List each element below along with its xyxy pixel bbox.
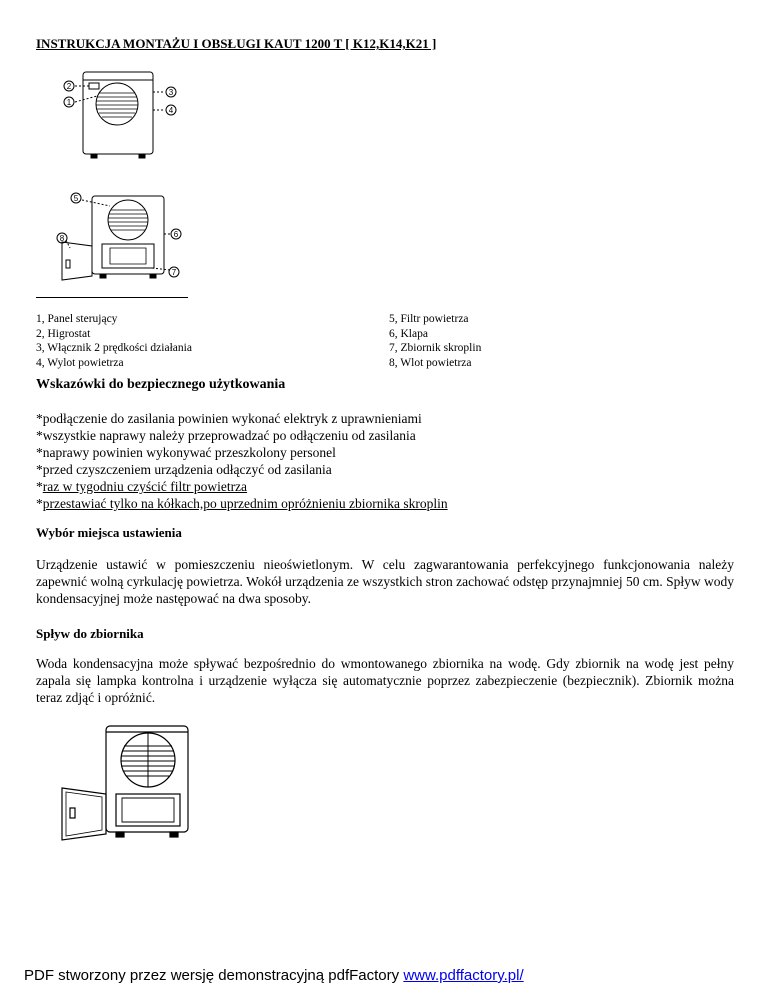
figure-label-5: 5: [73, 194, 79, 203]
legend-divider: [36, 297, 188, 298]
safety-item: *naprawy powinien wykonywać przeszkolony personel: [36, 445, 336, 460]
safety-item-filter: raz w tygodniu czyścić filtr powietrza: [42, 479, 248, 494]
figure-tank-view: [60, 722, 200, 842]
legend-item: 2, Higrostat: [36, 327, 91, 340]
legend-right: [389, 312, 481, 370]
safety-heading: Wskazówki do bezpiecznego użytkowania: [36, 377, 286, 392]
figure-label-7: 7: [171, 268, 177, 277]
legend-left: [36, 312, 192, 370]
figure-label-6: 6: [173, 230, 179, 239]
footer-link[interactable]: www.pdffactory.pl/: [403, 967, 524, 984]
bullet-mark: *: [36, 479, 43, 494]
figure-label-1: 1: [66, 98, 72, 107]
legend-item: 7, Zbiornik skroplin: [389, 342, 482, 354]
legend-item: 3, Włącznik 2 prędkości działania: [36, 342, 192, 354]
safety-item-moving: przestawiać tylko na kółkach,po uprzednim opróżnieniu zbiornika skroplin: [42, 496, 448, 511]
tank-heading: Spływ do zbiornika: [36, 626, 144, 641]
safety-item: *wszystkie naprawy należy przeprowadzać po odłączeniu od zasilania: [36, 428, 416, 443]
legend-item: 8, Wlot powietrza: [389, 356, 472, 369]
tank-paragraph: Woda kondensacyjna może spływać bezpośrednio do wmontowanego zbiornika na wodę. Gdy zbiornik na wodę jest pełny zapala się lampka kontrolna i urządzenie wyłącza się automatycznie poprzez zabezpieczenie (bezpiecznik). Zbiornik można teraz zdjąć i opróżnić.: [36, 656, 734, 705]
figure-label-3: 3: [168, 88, 174, 97]
placement-heading: Wybór miejsca ustawienia: [36, 525, 182, 540]
figure-label-4: 4: [168, 106, 174, 115]
safety-item-underlined: [36, 495, 734, 512]
figure-front-view: [55, 66, 185, 166]
bullet-mark: *: [36, 496, 43, 511]
placement-paragraph: Urządzenie ustawić w pomieszczeniu nieoświetlonym. W celu zagwarantowania perfekcyjnego funkcjonowania należy zapewnić wolną cyrkulację powietrza. Wokół urządzenia ze wszystkich stron zachować odstęp przynajmniej 50 cm. Spływ wody kondensacyjnej może następować na dwa sposoby.: [36, 557, 734, 606]
document-title: INSTRUKCJA MONTAŻU I OBSŁUGI KAUT 1200 T [ K12,K14,K21 ]: [36, 36, 437, 51]
legend-item: 1, Panel sterujący: [36, 313, 118, 325]
figure-open-view: [52, 188, 182, 283]
safety-list: [36, 410, 734, 512]
figure-label-2: 2: [66, 82, 72, 91]
pdf-footer: [24, 967, 524, 984]
footer-text: PDF stworzony przez wersję demonstracyjną pdfFactory: [24, 967, 404, 984]
safety-item-underlined: [36, 478, 734, 495]
safety-item: *przed czyszczeniem urządzenia odłączyć od zasilania: [36, 462, 332, 477]
safety-item: *podłączenie do zasilania powinien wykonać elektryk z uprawnieniami: [36, 411, 422, 426]
figure-label-8: 8: [59, 234, 65, 243]
legend-item: 6, Klapa: [389, 327, 428, 340]
legend-item: 4, Wylot powietrza: [36, 356, 124, 369]
legend-item: 5, Filtr powietrza: [389, 313, 469, 325]
